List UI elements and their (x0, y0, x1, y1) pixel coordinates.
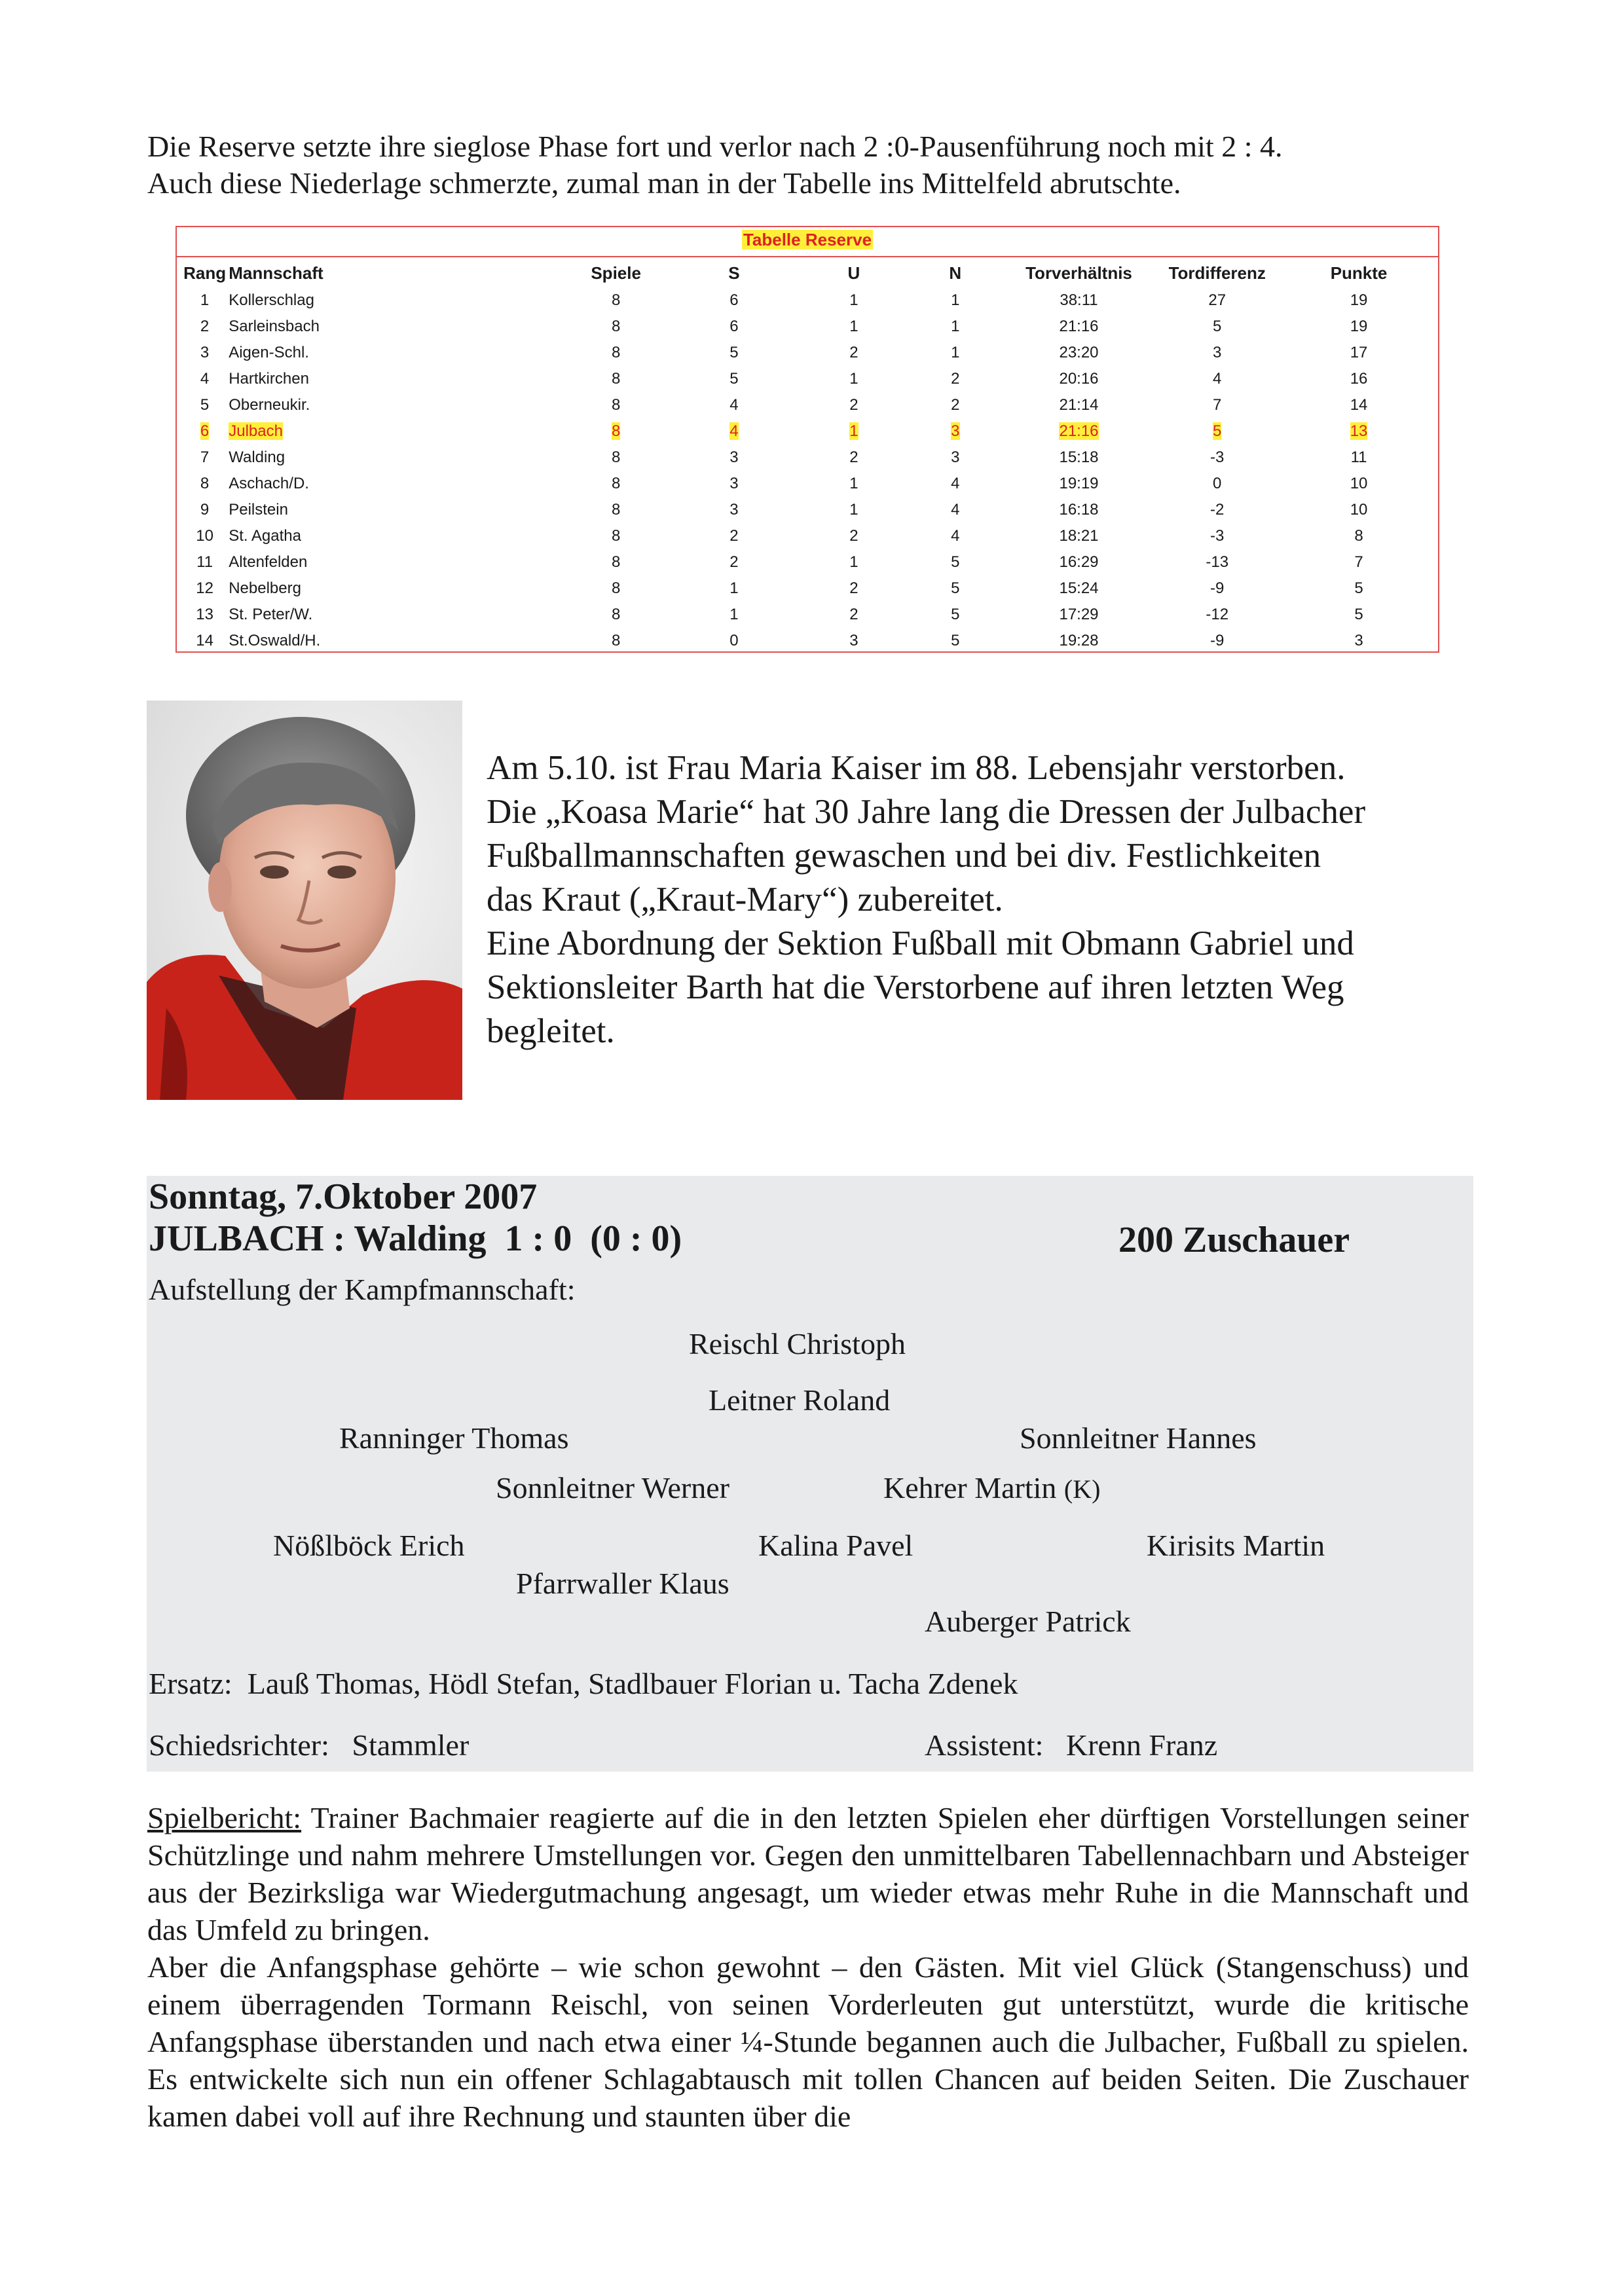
table-cell: 3 (1213, 344, 1222, 361)
player-libero: Leitner Roland (709, 1383, 891, 1417)
column-header: S (728, 263, 740, 283)
table-cell: 0 (729, 632, 739, 649)
table-cell: 5 (951, 553, 960, 571)
column-header: U (847, 263, 860, 283)
table-cell: 16 (1350, 370, 1368, 388)
table-cell: Aigen-Schl. (229, 344, 309, 361)
table-cell: Walding (229, 448, 286, 466)
table-cell: 1 (849, 422, 858, 440)
obituary-line: Eine Abordnung der Sektion Fußball mit Obmann Gabriel und (487, 924, 1354, 962)
table-cell: 2 (729, 527, 739, 545)
table-cell: 14 (196, 632, 213, 649)
table-cell: -9 (1210, 632, 1225, 649)
obituary-line: begleitet. (487, 1012, 615, 1050)
table-cell: 1 (849, 291, 858, 309)
table-cell: 19:19 (1059, 475, 1099, 492)
table-cell: 3 (951, 422, 960, 440)
table-cell: Oberneukir. (229, 396, 310, 414)
match-report (147, 1799, 1469, 2135)
substitutes (149, 1666, 1018, 1702)
table-cell: 1 (729, 579, 739, 597)
table-cell: 8 (1354, 527, 1363, 545)
table-cell: 5 (1354, 579, 1363, 597)
table-row (181, 523, 1434, 549)
table-cell: 5 (951, 632, 960, 649)
table-cell: 15:24 (1059, 579, 1099, 597)
table-cell: 7 (1213, 396, 1222, 414)
report-paragraph-2: Aber die Anfangsphase gehörte – wie schon gewohnt – den Gästen. Mit viel Glück (Stangenschuss) und einem überragenden Tormann Reischl, von seinen Vorderleuten gut unterstützt, wurde die kritische Anfangsphase überstanden und nach etwa einer ¼-Stunde begannen auch die Julbacher, Fußball zu spielen. Es entwickelte sich nun ein offener Schlagabtausch mit tollen Chancen auf beiden Seiten. Die Zuschauer kamen dabei voll auf ihre Rechnung und staunten über die (147, 1950, 1469, 2133)
table-cell: Julbach (229, 422, 283, 440)
referee-name: Stammler (352, 1728, 470, 1762)
table-cell: 15:18 (1059, 448, 1099, 466)
table-cell: 4 (951, 501, 960, 519)
table-cell: 3 (1354, 632, 1363, 649)
table-cell: 5 (951, 579, 960, 597)
table-cell: 4 (729, 396, 739, 414)
table-cell: 8 (611, 632, 621, 649)
table-row (181, 445, 1434, 471)
table-cell: 2 (200, 318, 210, 335)
table-cell: 1 (951, 291, 960, 309)
player-wing-left: Nößlböck Erich (273, 1529, 465, 1562)
table-cell: 13 (196, 606, 213, 623)
table-cell: 8 (611, 553, 621, 571)
table-cell: 0 (1213, 475, 1222, 492)
column-header: Tordifferenz (1168, 263, 1266, 283)
table-cell: 6 (729, 291, 739, 309)
table-cell: 21:16 (1059, 318, 1099, 335)
referee-label: Schiedsrichter: (149, 1728, 329, 1762)
substitutes-list: Lauß Thomas, Hödl Stefan, Stadlbauer Florian u. Tacha Zdenek (247, 1667, 1018, 1700)
table-cell: Peilstein (229, 501, 288, 519)
table-row (181, 340, 1434, 366)
table-cell: 17:29 (1059, 606, 1099, 623)
table-cell: 8 (611, 370, 621, 388)
table-cell: Hartkirchen (229, 370, 309, 388)
standings-table (175, 226, 1439, 653)
intro-text (147, 128, 1457, 202)
player-wing-right: Kirisits Martin (1147, 1529, 1325, 1562)
obituary-line: Die „Koasa Marie“ hat 30 Jahre lang die Dressen der Julbacher (487, 793, 1366, 831)
table-cell: St. Agatha (229, 527, 301, 545)
table-cell: 5 (1354, 606, 1363, 623)
column-header: Rang (183, 263, 227, 283)
table-cell: 1 (849, 318, 858, 335)
table-cell: 4 (951, 527, 960, 545)
report-paragraph-1: Spielbericht: Trainer Bachmaier reagierte auf die in den letzten Spielen eher dürftigen Vorstellungen seiner Schützlinge und nahm mehrere Umstellungen vor. Gegen den unmittelbaren Tabellennachbarn und Absteiger aus der Bezirksliga war Wiedergutmachung angesagt, um wieder etwas mehr Ruhe in die Mannschaft und das Umfeld zu bringen. (147, 1801, 1469, 1946)
assistant (925, 1727, 1217, 1764)
table-header-row (181, 259, 1434, 287)
table-cell: 1 (951, 318, 960, 335)
player-forward-left: Pfarrwaller Klaus (516, 1567, 729, 1600)
table-cell: St.Oswald/H. (229, 632, 321, 649)
table-cell: 1 (200, 291, 210, 309)
table-row (181, 575, 1434, 602)
table-cell: 18:21 (1059, 527, 1099, 545)
table-cell: 5 (1213, 422, 1222, 440)
table-cell: 8 (611, 318, 621, 335)
table-cell: 3 (951, 448, 960, 466)
player-midfield-right: Kehrer Martin (K) (883, 1471, 1101, 1504)
table-cell: 1 (849, 475, 858, 492)
table-cell: 3 (849, 632, 858, 649)
table-cell: 7 (200, 448, 210, 466)
obituary-line: Fußballmannschaften gewaschen und bei div. Festlichkeiten (487, 837, 1321, 875)
match-result: JULBACH : Walding 1 : 0 (0 : 0) (149, 1218, 682, 1259)
table-cell: 1 (849, 370, 858, 388)
table-cell: 10 (196, 527, 213, 545)
lineup-label: Aufstellung der Kampfmannschaft: (149, 1273, 576, 1306)
substitutes-label: Ersatz: (149, 1667, 232, 1700)
obituary-text (487, 746, 1469, 1053)
column-header: N (949, 263, 962, 283)
table-cell: 5 (951, 606, 960, 623)
table-cell: 9 (200, 501, 210, 519)
table-cell: 8 (200, 475, 210, 492)
player-defender-right: Sonnleitner Hannes (1020, 1421, 1257, 1455)
table-cell: 11 (196, 553, 213, 571)
player-center: Kalina Pavel (758, 1529, 913, 1562)
assistant-name: Krenn Franz (1065, 1728, 1218, 1762)
table-cell: Nebelberg (229, 579, 301, 597)
table-cell: 10 (1350, 475, 1368, 492)
table-cell: 2 (849, 606, 858, 623)
assistant-label: Assistent: (925, 1728, 1044, 1762)
table-cell: 6 (200, 422, 210, 440)
table-cell: 8 (611, 475, 621, 492)
table-cell: 23:20 (1059, 344, 1099, 361)
table-cell: 7 (1354, 553, 1363, 571)
table-cell: 3 (200, 344, 210, 361)
table-cell: 8 (611, 291, 621, 309)
table-row (181, 471, 1434, 497)
table-cell: 1 (729, 606, 739, 623)
referee (149, 1727, 469, 1764)
table-cell: 1 (849, 553, 858, 571)
obituary-line: Am 5.10. ist Frau Maria Kaiser im 88. Lebensjahr verstorben. (487, 749, 1346, 787)
table-row (181, 497, 1434, 523)
table-cell: 14 (1350, 396, 1368, 414)
table-cell: 5 (729, 370, 739, 388)
table-cell: 21:16 (1059, 422, 1099, 440)
table-cell: 3 (729, 448, 739, 466)
table-cell: 16:29 (1059, 553, 1099, 571)
table-cell: 8 (611, 448, 621, 466)
table-cell: -9 (1210, 579, 1225, 597)
table-cell: 19 (1350, 318, 1368, 335)
table-cell: 2 (849, 579, 858, 597)
table-cell: 2 (849, 448, 858, 466)
table-row (181, 392, 1434, 418)
table-cell: 5 (1213, 318, 1222, 335)
table-cell: 16:18 (1059, 501, 1099, 519)
match-box (147, 1176, 1473, 1772)
column-header: Spiele (591, 263, 641, 283)
table-cell: 2 (951, 396, 960, 414)
table-cell: 3 (729, 475, 739, 492)
table-row (181, 549, 1434, 575)
table-cell: 2 (729, 553, 739, 571)
table-cell: 10 (1350, 501, 1368, 519)
table-row (181, 628, 1434, 654)
table-cell: 13 (1350, 422, 1368, 440)
column-header: Punkte (1330, 263, 1388, 283)
table-cell: 38:11 (1060, 291, 1098, 309)
table-cell: -13 (1206, 553, 1229, 571)
table-row (181, 314, 1434, 340)
match-spectators: 200 Zuschauer (1118, 1220, 1350, 1260)
intro-line-2: Auch diese Niederlage schmerzte, zumal man in der Tabelle ins Mittelfeld abrutschte. (147, 166, 1181, 200)
player-defender-left: Ranninger Thomas (339, 1421, 569, 1455)
table-cell: -3 (1210, 527, 1225, 545)
table-cell: 1 (849, 501, 858, 519)
table-row (181, 602, 1434, 628)
table-cell: Kollerschlag (229, 291, 314, 309)
table-cell: 8 (611, 527, 621, 545)
table-cell: 4 (951, 475, 960, 492)
table-cell: Altenfelden (229, 553, 308, 571)
table-cell: 21:14 (1059, 396, 1099, 414)
table-cell: 12 (196, 579, 213, 597)
standings-grid (181, 259, 1434, 654)
table-cell: 8 (611, 501, 621, 519)
table-cell: 5 (200, 396, 210, 414)
player-midfield-left: Sonnleitner Werner (496, 1471, 729, 1504)
player-goalkeeper: Reischl Christoph (689, 1327, 906, 1360)
table-row (181, 366, 1434, 392)
table-cell: 2 (951, 370, 960, 388)
portrait-photo (147, 701, 462, 1100)
table-row (181, 418, 1434, 445)
table-cell: Sarleinsbach (229, 318, 320, 335)
table-cell: 8 (611, 396, 621, 414)
table-cell: 8 (611, 422, 621, 440)
table-title: Tabelle Reserve (743, 230, 872, 249)
table-row (181, 287, 1434, 314)
table-body (181, 287, 1434, 654)
table-cell: 20:16 (1059, 370, 1099, 388)
obituary-line: das Kraut („Kraut-Mary“) zubereitet. (487, 881, 1003, 919)
table-cell: 17 (1350, 344, 1368, 361)
table-cell: 27 (1208, 291, 1227, 309)
table-cell: 2 (849, 396, 858, 414)
table-cell: Aschach/D. (229, 475, 309, 492)
table-cell: 4 (200, 370, 210, 388)
table-cell: 19:28 (1059, 632, 1099, 649)
table-cell: 2 (849, 527, 858, 545)
table-cell: 11 (1350, 448, 1367, 466)
table-title-divider (177, 256, 1438, 257)
report-label: Spielbericht: (147, 1801, 302, 1834)
table-cell: 6 (729, 318, 739, 335)
match-date: Sonntag, 7.Oktober 2007 (149, 1176, 538, 1217)
table-cell: -12 (1206, 606, 1229, 623)
intro-line-1: Die Reserve setzte ihre sieglose Phase fort und verlor nach 2 :0-Pausenführung noch mit 2 : 4. (147, 130, 1283, 163)
obituary-line: Sektionsleiter Barth hat die Verstorbene auf ihren letzten Weg (487, 968, 1344, 1006)
captain-mark: (K) (1063, 1474, 1101, 1504)
table-cell: 8 (611, 579, 621, 597)
table-cell: 19 (1350, 291, 1368, 309)
table-cell: 1 (951, 344, 960, 361)
column-header: Torverhältnis (1025, 263, 1132, 283)
table-cell: 2 (849, 344, 858, 361)
table-cell: 8 (611, 606, 621, 623)
table-cell: 8 (611, 344, 621, 361)
table-cell: St. Peter/W. (229, 606, 313, 623)
table-cell: 4 (729, 422, 739, 440)
table-cell: -2 (1210, 501, 1225, 519)
table-cell: -3 (1210, 448, 1225, 466)
table-cell: 4 (1213, 370, 1222, 388)
column-header: Mannschaft (229, 263, 323, 283)
table-cell: 3 (729, 501, 739, 519)
table-cell: 5 (729, 344, 739, 361)
player-forward-right: Auberger Patrick (925, 1605, 1131, 1638)
